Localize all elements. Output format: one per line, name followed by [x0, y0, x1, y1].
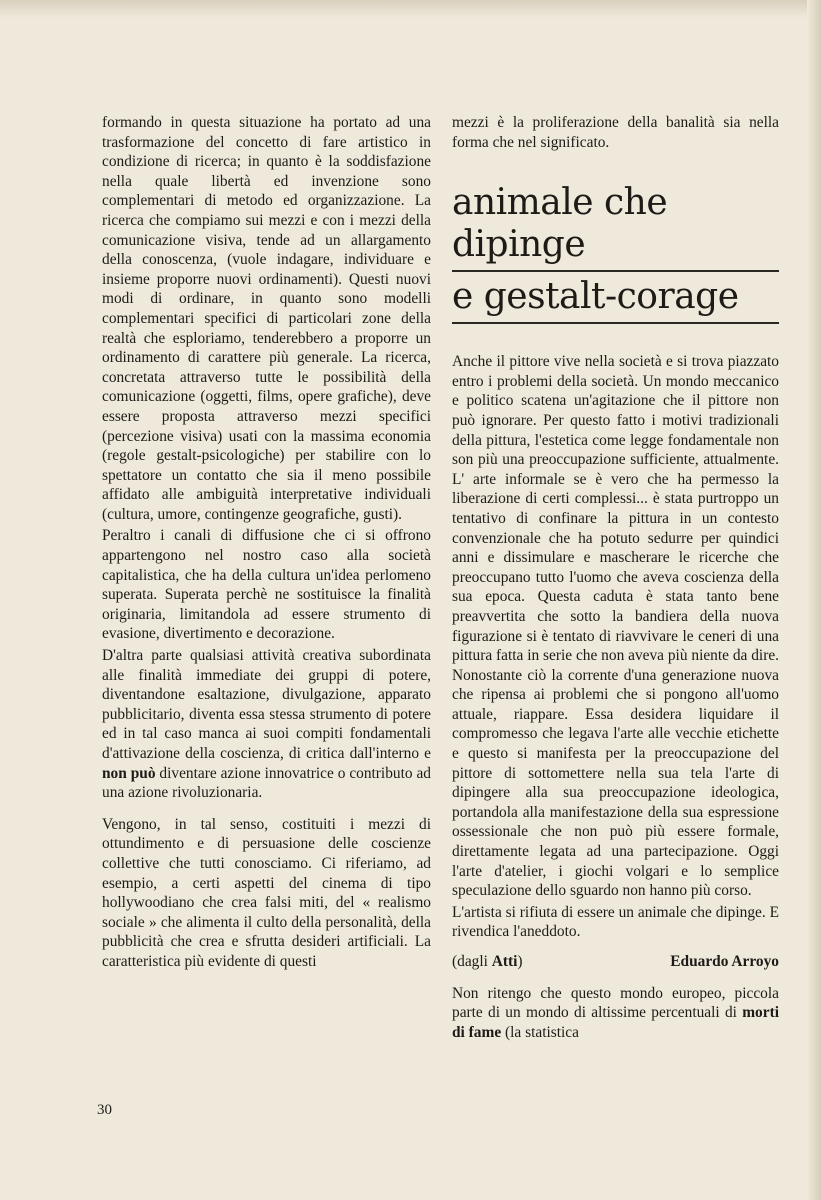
final-pre: Non ritengo che questo mondo europeo, piccola parte di un mondo di altissime percentuali di [452, 984, 779, 1022]
headline-line-2: e gestalt-corage [452, 276, 779, 324]
final-paragraph [452, 984, 779, 1043]
left-paragraph-2: Peraltro i canali di diffusione che ci si offrono appartengono nel nostro caso alla società capitalistica, che ha della cultura un'idea perlomeno superata. Superata perchè ne sostituisce la finalità originaria, limitandola ad essere strumento di evasione, divertimento e decorazione. [102, 527, 431, 643]
author-name: Eduardo Arroyo [670, 953, 779, 970]
left-column [102, 113, 431, 972]
headline-line-1: animale che dipinge [452, 182, 779, 272]
left-paragraph-1: formando in questa situazione ha portato ad una trasformazione del concetto di fare artistico in condizione di ricerca; in quanto è la soddisfazione nella quale libertà ed invenzione sono complementari di metodo ed organizzazione. La ricerca che compiamo sui mezzi e con i mezzi della comunicazione visiva, tende ad un allargamento della conoscenza, (vuole indagare, individuare e insieme proporre nuovi ordinamenti). Questi nuovi modi di ordinare, in quanto sono modelli complementari specifici di particolari zone della realtà che esploriamo, tenderebbero a proporre un ordinamento di carattere più generale. La ricerca, concretata attraverso tutte le possibilità della comunicazione (oggetti, films, opere grafiche), deve essere proposta attraverso mezzi specifici (percezione visiva) usati con la massima economia (regole gestalt-psicologiche) per stabilire con lo spettatore un contatto che sia il meno possibile affidato alle ambiguità interpretative individuali (cultura, umore, contingenze geografiche, gusti). [102, 114, 431, 523]
left-paragraph-3-text: D'altra parte qualsiasi attività creativa subordinata alle finalità immediate dei gruppi di potere, diventandone esaltazione, divulgazione, apparato pubblicitario, diventa essa stessa strumento di potere ed in tal caso manca ai suoi compiti fondamentali d'attivazione della coscienza, di critica dall'interno e [102, 647, 431, 762]
right-column [452, 113, 779, 1042]
final-bold: morti di fame [452, 1004, 779, 1041]
left-paragraph-4: Vengono, in tal senso, costituiti i mezzi di ottundimento e di persuasione delle coscienze collettive che tutti conosciamo. Ci riferiamo, ad esempio, a certi aspetti del cinema di tipo hollywoodiano che crea falsi miti, del « realismo sociale » che alimenta il culto della personalità, della pubblicità che crea e sfrutta desideri artificiali. La caratteristica più evidente di questi [102, 815, 431, 970]
source-bold: Atti [491, 953, 518, 970]
article-body [452, 352, 779, 1042]
left-paragraph-3-tail: diventare azione innovatrice o contributo ad una azione rivoluzionaria. [102, 764, 431, 802]
page-edge-right [807, 0, 821, 1200]
source-citation [452, 952, 523, 972]
left-paragraph-3 [102, 646, 431, 803]
article-headline [452, 182, 779, 324]
article-closing: L'artista si rifiuta di essere un animale che dipinge. E rivendica l'aneddoto. [452, 903, 779, 941]
article-body-text: Anche il pittore vive nella società e si trova piazzato entro i problemi della società. Un mondo meccanico e politico scatena un'agitazione che il pittore non può ignorare. Per questo fatto i motivi tradizionali della pittura, l'estetica come legge fondamentale non son più una preoccupazione sufficiente, attualmente. L' arte informale se è vero che ha permesso la liberazione di certi complessi... è stata purtroppo un tentativo di confinare la pittura in un contesto convenzionale che ha potuto sedurre per quindici anni e dissimulare e mascherare le ricerche che preoccupano tutto l'uomo che aveva coscienza della sua epoca. Questa caduta è stata tanto bene preavvertita che sotto la bandiera della nuova figurazione si è tentato di riavvivare le ceneri di una pittura fatta in serie che non aveva più niente da dire. Nonostante ciò la corrente d'una generazione nuova che ripensa ai problemi che si pongono all'uomo attuale, riappare. Essa desidera liquidare il compromesso che legava l'arte alle vecchie etichette e questo si manifesta per la preoccupazione del pittore di sottomettere nella sua tela l'arte di dipingere alla sua preoccupazione ideologica, portandola alla manifestazione della sua espressione ossessionale che non può più essere formale, direttamente legata ad una partecipazione. Oggi l'arte d'atelier, i giochi volgari e lo semplice speculazione dello sguardo non hanno più corso. [452, 353, 779, 900]
signature-row [452, 952, 779, 972]
page-number: 30 [97, 1102, 112, 1118]
final-post: (la statistica [505, 1023, 579, 1041]
page-edge-top [0, 0, 821, 18]
source-prefix: (dagli [452, 953, 488, 970]
right-intro: mezzi è la proliferazione della banalità sia nella forma che nel significato. [452, 114, 779, 151]
source-suffix: ) [517, 953, 523, 970]
left-paragraph-3-bold: non può [102, 764, 156, 782]
